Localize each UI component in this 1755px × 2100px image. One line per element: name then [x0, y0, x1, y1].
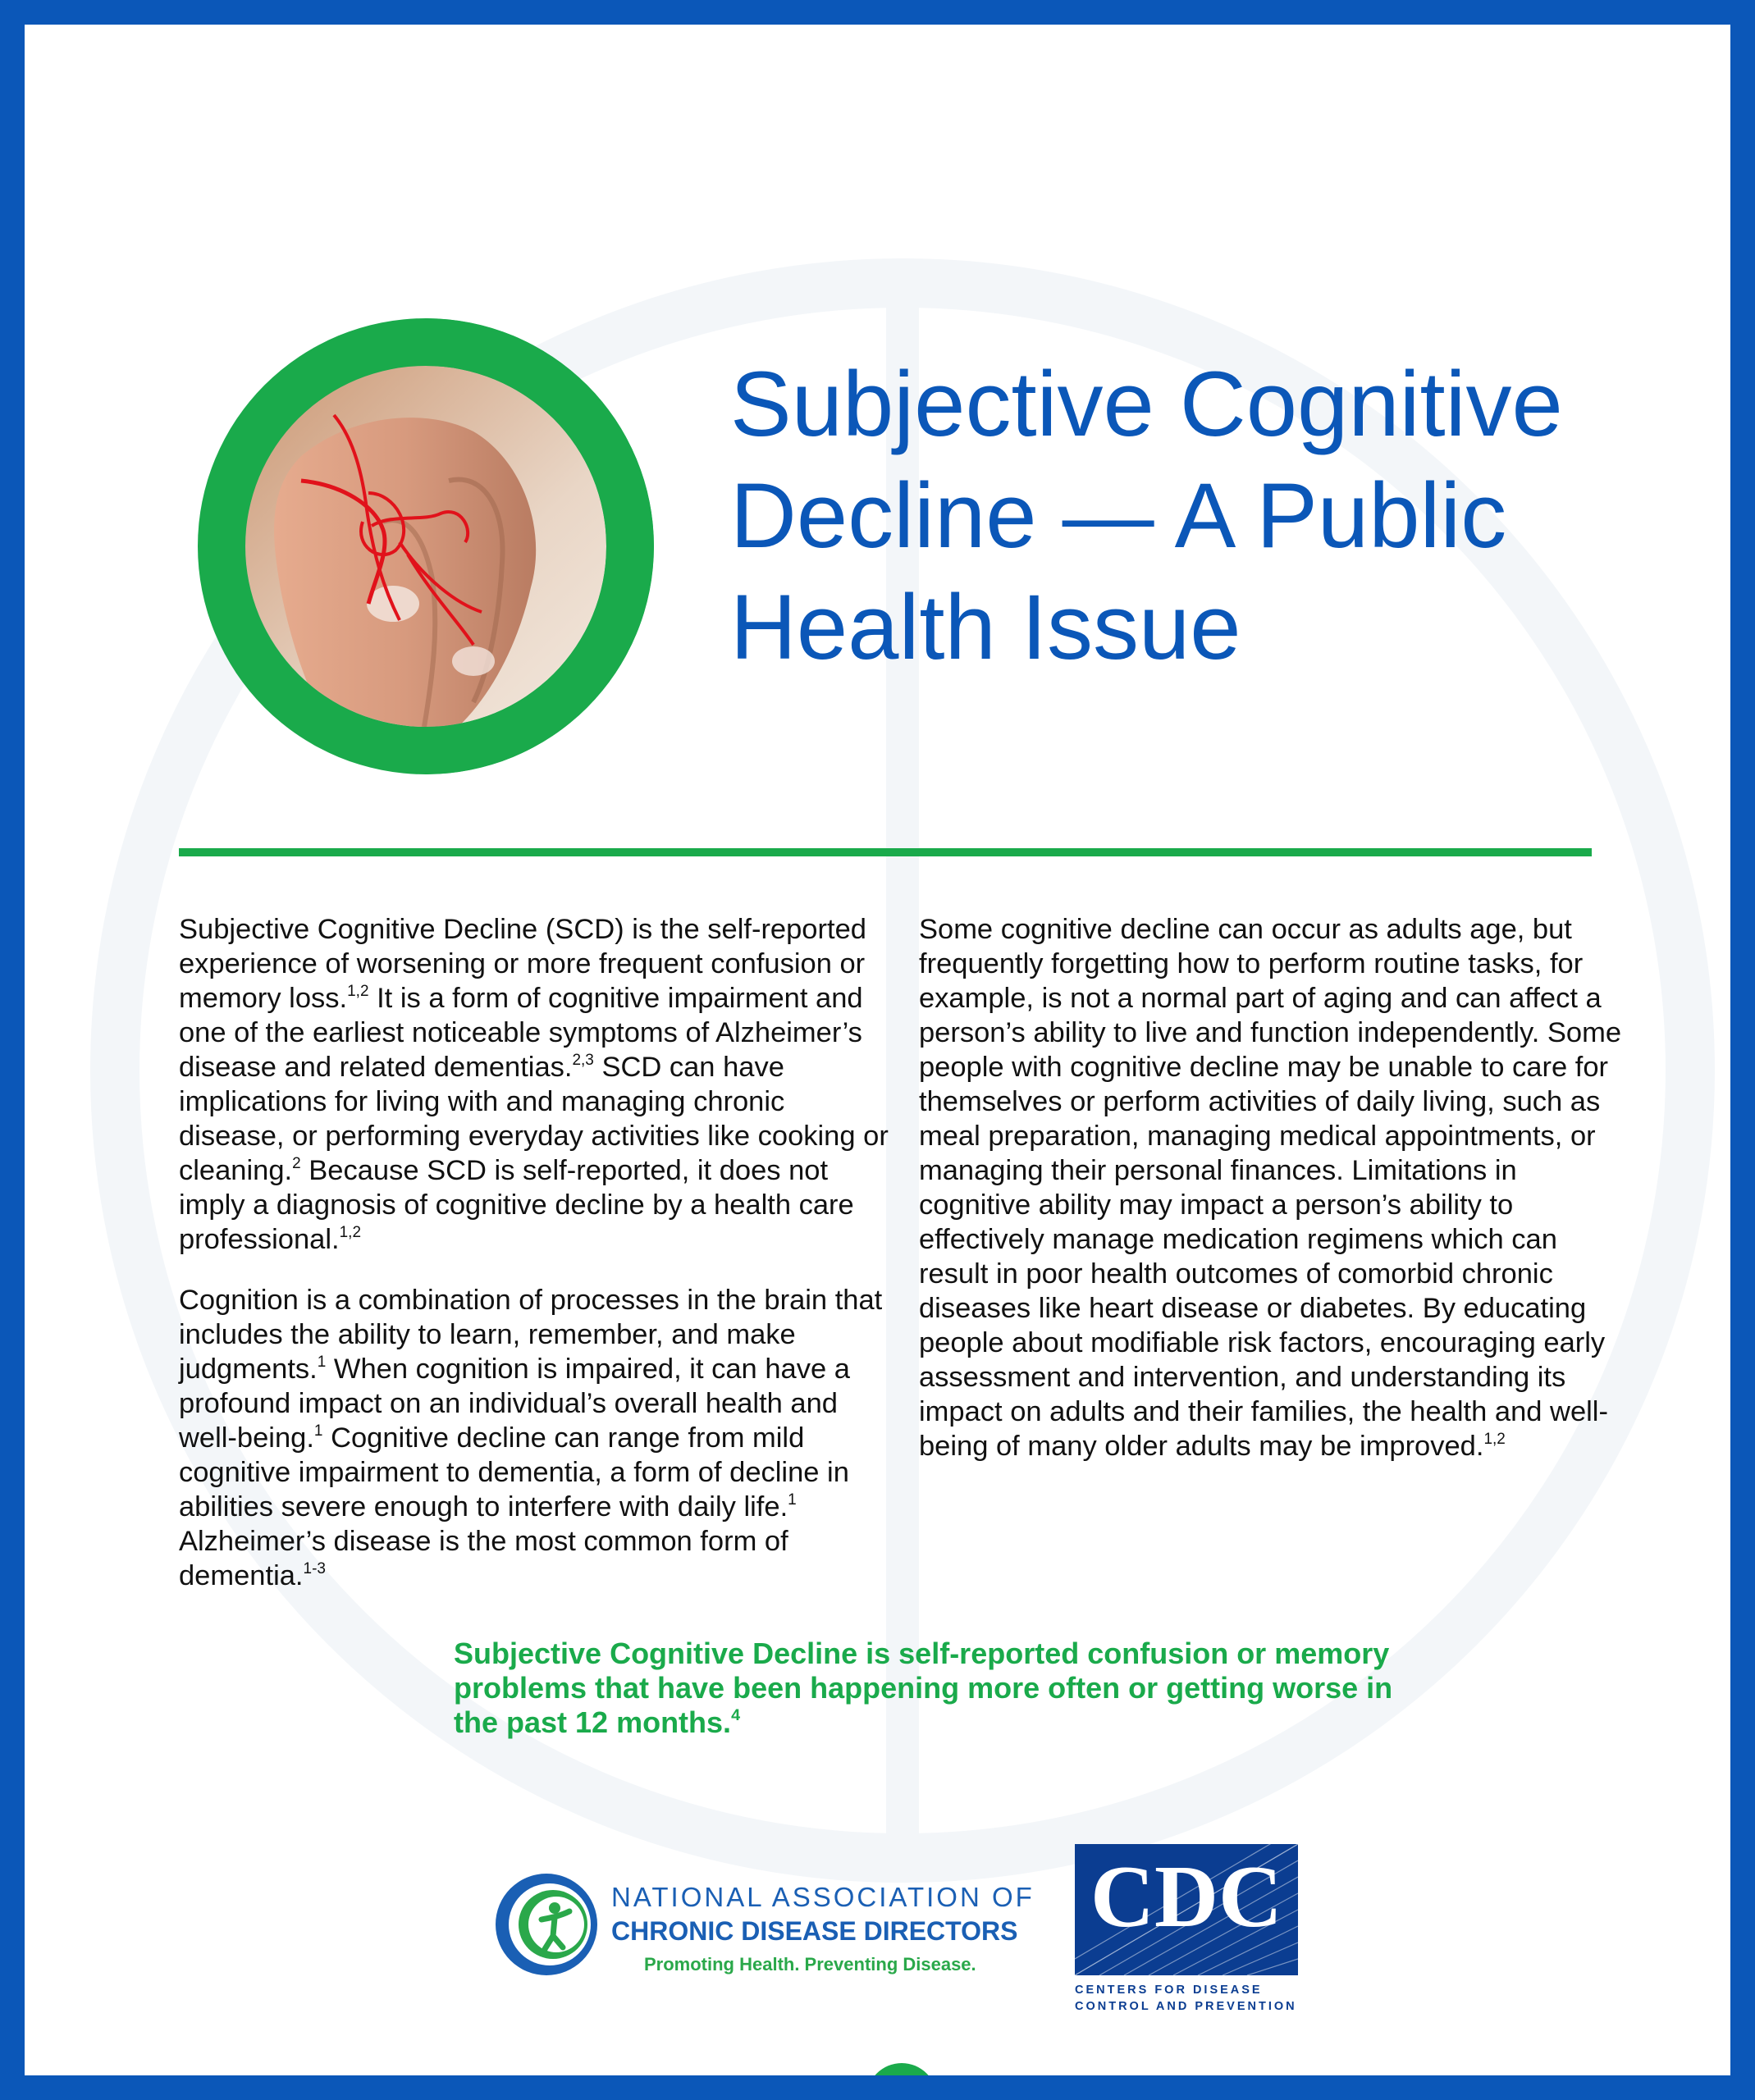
citation: 1	[313, 1422, 323, 1440]
nacdd-logo	[492, 1862, 1035, 1985]
paragraph: Subjective Cognitive Decline (SCD) is the self-reported experience of worsening or more frequent confusion or memory loss.$^{1,2}$ It is a form of cognitive impairment and one of the earliest noticeable symptoms of Alzheimer’s disease and related dementias.$^{2,3}$ SCD can have implications for living with and managing chronic disease, or performing everyday activities like cooking or cleaning.$^2$ Because SCD is self-reported, it does not imply a diagnosis of cognitive decline by a health care professional.$^{1,2}$	[179, 914, 889, 1255]
person-in-circle-icon	[492, 1870, 601, 1979]
page-title: Subjective Cognitive Decline — A Public Health Issue	[730, 353, 1563, 678]
right-column	[919, 912, 1621, 1490]
cdc-logo	[1075, 1844, 1305, 2016]
citation: 4	[731, 1706, 741, 1725]
cdc-name-line2: CONTROL AND PREVENTION	[1075, 2000, 1297, 2013]
left-column	[179, 912, 889, 1619]
citation: 1,2	[1483, 1430, 1506, 1448]
divider	[179, 848, 1592, 856]
nacdd-tagline: Promoting Health. Preventing Disease.	[644, 1954, 976, 1974]
cdc-logo-mark	[1075, 1844, 1298, 1975]
citation: 1,2	[339, 1223, 361, 1241]
citation: 1	[788, 1491, 797, 1509]
cdc-wordmark: CDC	[1090, 1848, 1282, 1946]
page-number-badge: 1	[866, 2063, 937, 2100]
paragraph: Some cognitive decline can occur as adults age, but frequently forgetting how to perform routine tasks, for example, is not a normal part of aging and can affect a person’s ability to live and function independently. Some people with cognitive decline may be unable to care for themselves or perform activities of daily living, such as meal preparation, managing medical appointments, or managing their personal finances. Limitations in cognitive ability may impact a person’s ability to effectively manage medication regimens which can result in poor health outcomes of comorbid chronic diseases like heart disease or diabetes. By educating people about modifiable risk factors, encouraging early assessment and intervention, and understanding its impact on adults and their families, the health and well-being of many older adults may be improved.$^{1,2}$	[919, 914, 1622, 1462]
cdc-name-line1: CENTERS FOR DISEASE	[1075, 1984, 1263, 1997]
hero-image	[178, 317, 677, 776]
citation: 1-3	[303, 1559, 326, 1577]
citation: 1,2	[347, 982, 369, 1000]
citation: 2	[292, 1154, 301, 1172]
paragraph: Cognition is a combination of processes in the brain that includes the ability to learn, remember, and make judgments.$^1$ When cognition is impaired, it can have a profound impact on an individual’s overall health and well-being.$^1$ Cognitive decline can range from mild cognitive impairment to dementia, a form of decline in abilities severe enough to interfere with daily life.$^1$ Alzheimer’s disease is the most common form of dementia.$^{1-3}$	[179, 1285, 883, 1591]
citation: 2,3	[572, 1051, 594, 1069]
nacdd-name-line1: NATIONAL ASSOCIATION OF	[611, 1882, 1035, 1912]
nacdd-name-line2: CHRONIC DISEASE DIRECTORS	[611, 1916, 1018, 1946]
callout-definition: Subjective Cognitive Decline is self-reported confusion or memory problems that have been happening more often or getting worse in the past 12 months.$^4$	[454, 1637, 1393, 1739]
citation: 1	[317, 1353, 327, 1371]
